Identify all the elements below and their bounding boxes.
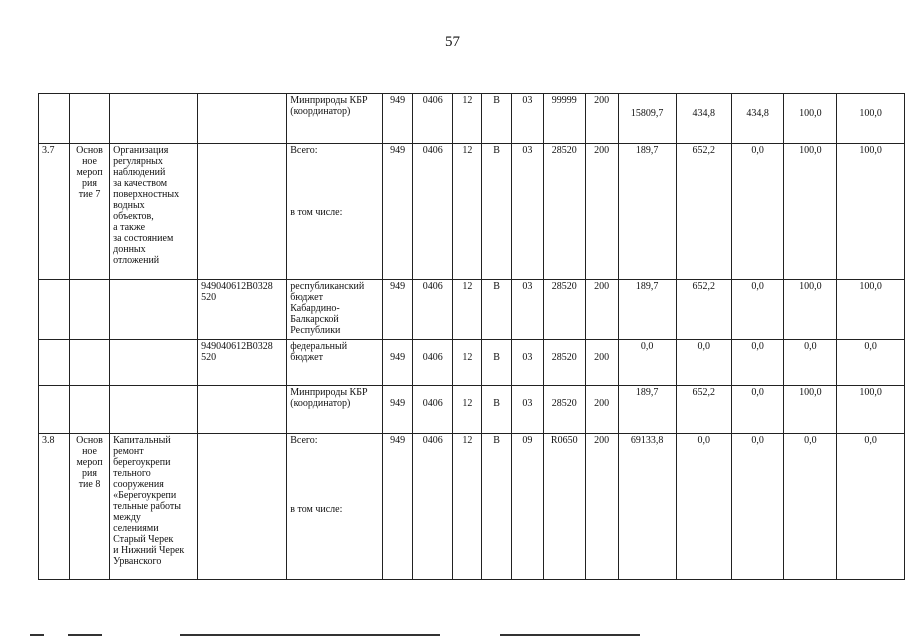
funding-source-total-label: Всего: xyxy=(290,435,318,446)
value-cell-4: 100,0 xyxy=(784,144,837,280)
table-row xyxy=(39,386,905,434)
value-cell-1: 0,0 xyxy=(618,340,676,386)
value-cell-1: 15809,7 xyxy=(618,94,676,144)
vr-cell: 200 xyxy=(585,434,618,580)
value-cell-5: 0,0 xyxy=(837,340,905,386)
rzpr-cell: 0406 xyxy=(413,434,453,580)
row-number-cell xyxy=(39,94,70,144)
vr-cell: 200 xyxy=(585,340,618,386)
value-cell-3: 0,0 xyxy=(731,280,784,340)
budget-code-cell xyxy=(198,386,287,434)
page-number: 57 xyxy=(445,34,460,50)
funding-source-cell: республиканский бюджет Кабардино- Балкарской Республики xyxy=(287,280,383,340)
event-code-cell: 03 xyxy=(511,144,543,280)
subprogram-code-cell: В xyxy=(482,386,512,434)
row-number-cell xyxy=(39,386,70,434)
rzpr-cell: 0406 xyxy=(413,340,453,386)
funding-source-cell: Минприроды КБР (координатор) xyxy=(287,386,383,434)
direction-code-cell: R0650 xyxy=(543,434,585,580)
grbs-cell: 949 xyxy=(383,340,413,386)
event-code-cell: 03 xyxy=(511,386,543,434)
rzpr-cell: 0406 xyxy=(413,280,453,340)
row-number-cell xyxy=(39,340,70,386)
row-number-cell: 3.7 xyxy=(39,144,70,280)
program-code-cell: 12 xyxy=(453,386,482,434)
activity-name-cell xyxy=(110,340,198,386)
budget-code-cell xyxy=(198,434,287,580)
value-cell-3: 0,0 xyxy=(731,340,784,386)
value-cell-3: 434,8 xyxy=(731,94,784,144)
grbs-cell: 949 xyxy=(383,94,413,144)
funding-source-label: в том числе: xyxy=(290,504,343,515)
activity-name-cell xyxy=(110,386,198,434)
direction-code-cell: 28520 xyxy=(543,280,585,340)
row-number-cell xyxy=(39,280,70,340)
funding-source-cell: федеральный бюджет xyxy=(287,340,383,386)
budget-code-cell: 949040612В0328 520 xyxy=(198,280,287,340)
value-cell-5: 100,0 xyxy=(837,94,905,144)
table-row xyxy=(39,280,905,340)
value-cell-4: 100,0 xyxy=(784,94,837,144)
value-cell-2: 652,2 xyxy=(676,144,731,280)
value-cell-1: 189,7 xyxy=(618,144,676,280)
direction-code-cell: 28520 xyxy=(543,340,585,386)
activity-kind-cell: Основ ное мероп рия тие 7 xyxy=(69,144,109,280)
event-code-cell: 03 xyxy=(511,340,543,386)
vr-cell: 200 xyxy=(585,386,618,434)
grbs-cell: 949 xyxy=(383,434,413,580)
value-cell-2: 0,0 xyxy=(676,434,731,580)
direction-code-cell: 28520 xyxy=(543,144,585,280)
subprogram-code-cell: В xyxy=(482,434,512,580)
table-row xyxy=(39,340,905,386)
activity-name-cell: Организация регулярных наблюдений за качеством поверхностных водных объектов, а также за состоянием донных отложений xyxy=(110,144,198,280)
funding-source-total-label: Всего: xyxy=(290,145,318,156)
activity-name-cell xyxy=(110,94,198,144)
value-cell-5: 100,0 xyxy=(837,386,905,434)
grbs-cell: 949 xyxy=(383,386,413,434)
value-cell-1: 189,7 xyxy=(618,386,676,434)
value-cell-4: 100,0 xyxy=(784,280,837,340)
subprogram-code-cell: В xyxy=(482,94,512,144)
subprogram-code-cell: В xyxy=(482,340,512,386)
subprogram-code-cell: В xyxy=(482,144,512,280)
table-row xyxy=(39,434,905,580)
scan-artifact-lines xyxy=(30,634,650,637)
value-cell-5: 0,0 xyxy=(837,434,905,580)
event-code-cell: 03 xyxy=(511,280,543,340)
funding-source-cell xyxy=(287,434,383,580)
program-code-cell: 12 xyxy=(453,94,482,144)
rzpr-cell: 0406 xyxy=(413,144,453,280)
activity-name-cell: Капитальный ремонт берегоукрепи тельного сооружения «Берегоукрепи тельные работы между селениями Старый Черек и Нижний Черек Урванского xyxy=(110,434,198,580)
event-code-cell: 09 xyxy=(511,434,543,580)
funding-source-cell xyxy=(287,144,383,280)
activity-kind-cell xyxy=(69,340,109,386)
row-number-cell: 3.8 xyxy=(39,434,70,580)
budget-code-cell xyxy=(198,144,287,280)
rzpr-cell: 0406 xyxy=(413,94,453,144)
program-code-cell: 12 xyxy=(453,340,482,386)
budget-code-cell xyxy=(198,94,287,144)
grbs-cell: 949 xyxy=(383,280,413,340)
vr-cell: 200 xyxy=(585,144,618,280)
activity-name-cell xyxy=(110,280,198,340)
subprogram-code-cell: В xyxy=(482,280,512,340)
value-cell-2: 652,2 xyxy=(676,280,731,340)
value-cell-3: 0,0 xyxy=(731,386,784,434)
budget-code-cell: 949040612В0328 520 xyxy=(198,340,287,386)
direction-code-cell: 99999 xyxy=(543,94,585,144)
activity-kind-cell: Основ ное мероп рия тие 8 xyxy=(69,434,109,580)
activity-kind-cell xyxy=(69,94,109,144)
value-cell-4: 0,0 xyxy=(784,340,837,386)
program-code-cell: 12 xyxy=(453,144,482,280)
event-code-cell: 03 xyxy=(511,94,543,144)
value-cell-4: 100,0 xyxy=(784,386,837,434)
rzpr-cell: 0406 xyxy=(413,386,453,434)
activity-kind-cell xyxy=(69,280,109,340)
value-cell-1: 189,7 xyxy=(618,280,676,340)
program-code-cell: 12 xyxy=(453,434,482,580)
vr-cell: 200 xyxy=(585,94,618,144)
value-cell-2: 434,8 xyxy=(676,94,731,144)
value-cell-4: 0,0 xyxy=(784,434,837,580)
value-cell-1: 69133,8 xyxy=(618,434,676,580)
table-row xyxy=(39,144,905,280)
table-row xyxy=(39,94,905,144)
value-cell-5: 100,0 xyxy=(837,280,905,340)
grbs-cell: 949 xyxy=(383,144,413,280)
funding-source-cell: Минприроды КБР (координатор) xyxy=(287,94,383,144)
value-cell-3: 0,0 xyxy=(731,144,784,280)
funding-source-label: в том числе: xyxy=(290,207,343,218)
value-cell-3: 0,0 xyxy=(731,434,784,580)
program-table xyxy=(38,93,905,580)
value-cell-5: 100,0 xyxy=(837,144,905,280)
program-code-cell: 12 xyxy=(453,280,482,340)
activity-kind-cell xyxy=(69,386,109,434)
value-cell-2: 652,2 xyxy=(676,386,731,434)
direction-code-cell: 28520 xyxy=(543,386,585,434)
vr-cell: 200 xyxy=(585,280,618,340)
value-cell-2: 0,0 xyxy=(676,340,731,386)
